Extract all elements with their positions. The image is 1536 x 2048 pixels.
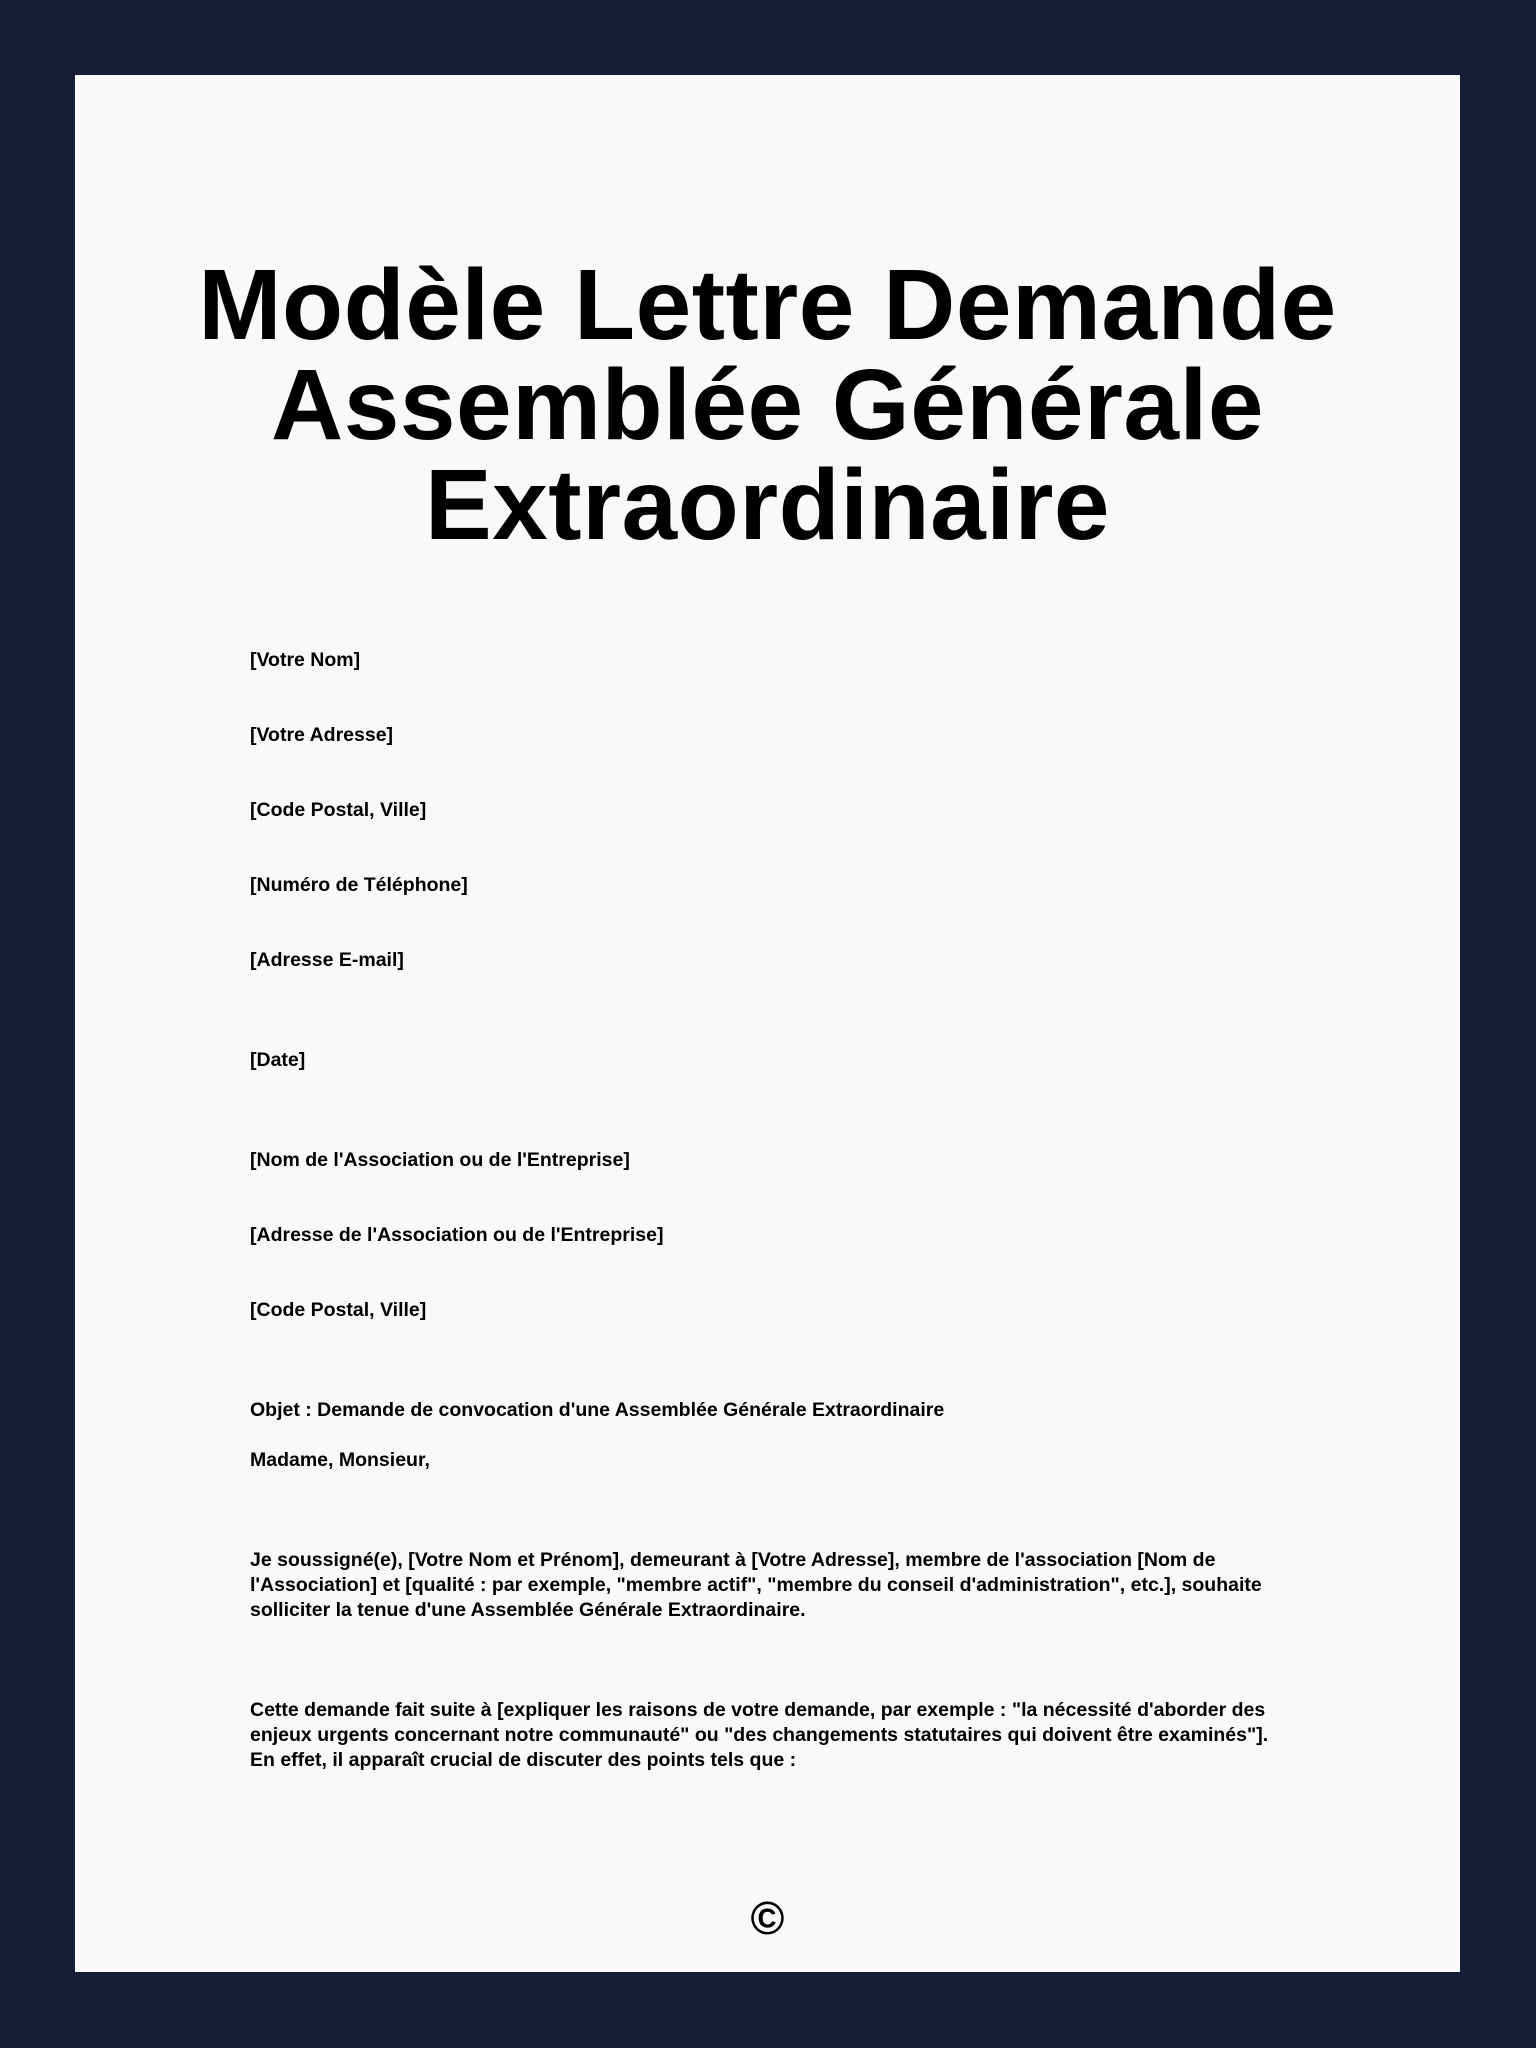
paragraph-2: Cette demande fait suite à [expliquer les raisons de votre demande, par exemple : "la nécessité d'aborder des enjeux urgents concernant notre communauté" ou "des changements statutaires qui doivent être examinés"]. En effet, il apparaît crucial de discuter des points tels que : <box>250 1699 1269 1771</box>
title-line-3: Extraordinaire <box>424 449 1111 561</box>
sender-email: [Adresse E-mail] <box>250 949 404 971</box>
title-line-1: Modèle Lettre Demande <box>198 249 1337 361</box>
recipient-name: [Nom de l'Association ou de l'Entreprise] <box>250 1149 630 1171</box>
sender-name: [Votre Nom] <box>250 649 361 671</box>
title-line-2: Assemblée Générale <box>271 349 1264 461</box>
recipient-address: [Adresse de l'Association ou de l'Entreprise] <box>250 1224 664 1246</box>
letter-subject: Objet : Demande de convocation d'une Assemblée Générale Extraordinaire <box>250 1399 945 1421</box>
sender-phone: [Numéro de Téléphone] <box>250 874 468 896</box>
sender-address: [Votre Adresse] <box>250 724 394 746</box>
sender-postal-city: [Code Postal, Ville] <box>250 799 427 821</box>
letter-salutation: Madame, Monsieur, <box>250 1449 430 1471</box>
document-page <box>75 75 1460 1972</box>
copyright-icon: © <box>750 1892 785 1944</box>
paragraph-1: Je soussigné(e), [Votre Nom et Prénom], demeurant à [Votre Adresse], membre de l'association [Nom de l'Association] et [qualité : par exemple, "membre actif", "membre du conseil d'administration", etc.], souhaite solliciter la tenue d'une Assemblée Générale Extraordinaire. <box>250 1549 1262 1621</box>
recipient-postal-city: [Code Postal, Ville] <box>250 1299 427 1321</box>
letter-date: [Date] <box>250 1049 306 1071</box>
page-title <box>75 249 1460 561</box>
